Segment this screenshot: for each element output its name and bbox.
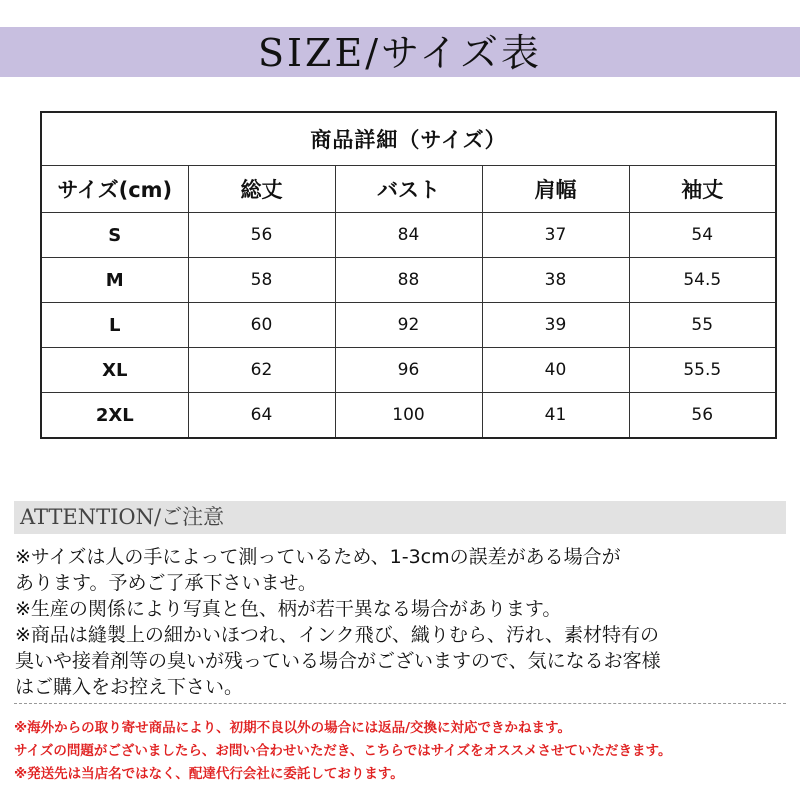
note-line: あります。予めご了承下さいませ。 [15, 572, 317, 594]
size-label: S [41, 213, 188, 258]
note-line: ※商品は縫製上の細かいほつれ、インク飛び、織りむら、汚れ、素材特有の [15, 624, 660, 646]
column-header-size: サイズ(cm) [41, 166, 188, 213]
cell-bust: 100 [335, 393, 482, 439]
table-caption: 商品詳細（サイズ） [41, 112, 776, 166]
note-line: はご購入をお控え下さい。 [15, 676, 244, 698]
size-table [40, 111, 777, 439]
warning-line: サイズの問題がございましたら、お問い合わせいただき、こちらではサイズをオススメさせていただきます。 [14, 743, 672, 759]
column-header-shoulder: 肩幅 [482, 166, 629, 213]
cell-sleeve: 55.5 [629, 348, 776, 393]
warning-line: ※海外からの取り寄せ商品により、初期不良以外の場合には返品/交換に対応できかねます。 [14, 720, 571, 736]
cell-bust: 88 [335, 258, 482, 303]
cell-shoulder: 37 [482, 213, 629, 258]
cell-sleeve: 56 [629, 393, 776, 439]
size-label: L [41, 303, 188, 348]
attention-notes [15, 544, 790, 700]
warning-notes [14, 717, 789, 786]
column-header-length: 総丈 [188, 166, 335, 213]
cell-bust: 92 [335, 303, 482, 348]
cell-bust: 84 [335, 213, 482, 258]
note-line: 臭いや接着剤等の臭いが残っている場合がございますので、気になるお客様 [15, 650, 661, 672]
cell-shoulder: 38 [482, 258, 629, 303]
cell-sleeve: 55 [629, 303, 776, 348]
attention-title: ATTENTION/ご注意 [20, 505, 225, 529]
table-row [41, 348, 776, 393]
cell-length: 58 [188, 258, 335, 303]
cell-sleeve: 54 [629, 213, 776, 258]
cell-length: 60 [188, 303, 335, 348]
dashed-divider [14, 703, 786, 704]
column-header-sleeve: 袖丈 [629, 166, 776, 213]
size-label: XL [41, 348, 188, 393]
cell-length: 56 [188, 213, 335, 258]
cell-length: 62 [188, 348, 335, 393]
cell-shoulder: 40 [482, 348, 629, 393]
note-line: ※生産の関係により写真と色、柄が若干異なる場合があります。 [15, 598, 562, 620]
column-header-bust: バスト [335, 166, 482, 213]
cell-shoulder: 39 [482, 303, 629, 348]
size-label: M [41, 258, 188, 303]
note-line: ※サイズは人の手によって測っているため、1-3cmの誤差がある場合が [15, 546, 621, 568]
cell-shoulder: 41 [482, 393, 629, 439]
size-label: 2XL [41, 393, 188, 439]
table-row [41, 258, 776, 303]
page-title: SIZE/サイズ表 [258, 31, 542, 75]
table-row [41, 213, 776, 258]
cell-length: 64 [188, 393, 335, 439]
table-row [41, 303, 776, 348]
cell-bust: 96 [335, 348, 482, 393]
table-row [41, 393, 776, 439]
warning-line: ※発送先は当店名ではなく、配達代行会社に委託しております。 [14, 766, 404, 782]
cell-sleeve: 54.5 [629, 258, 776, 303]
table-header-row [41, 166, 776, 213]
